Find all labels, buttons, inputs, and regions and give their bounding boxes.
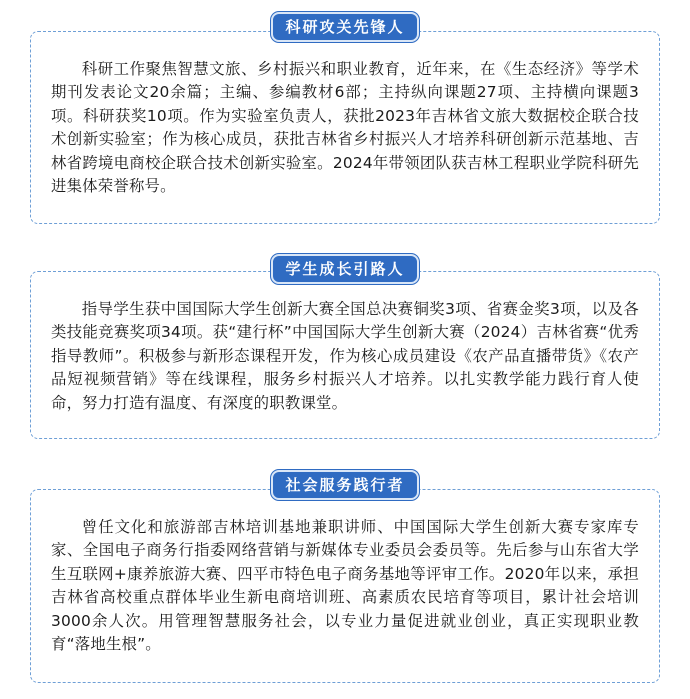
section-research: [30, 12, 660, 224]
section-social-service: [30, 470, 660, 683]
section-social-service-panel: [30, 489, 660, 683]
section-social-service-title: 社会服务践行者: [271, 470, 419, 500]
section-student-guidance-panel: [30, 271, 660, 439]
section-student-guidance: [30, 254, 660, 439]
section-student-guidance-title: 学生成长引路人: [271, 254, 419, 284]
section-social-service-body: 曾任文化和旅游部吉林培训基地兼职讲师、中国国际大学生创新大赛专家库专家、全国电子商务行指委网络营销与新媒体专业委员会委员等。先后参与山东省大学生互联网+康养旅游大赛、四平市特色电子商务基地等评审工作。2020年以来，承担吉林省高校重点群体毕业生新电商培训班、高素质农民培育等项目，累计社会培训3000余人次。用管理智慧服务社会，以专业力量促进就业创业，真正实现职业教育“落地生根”。: [51, 518, 639, 654]
section-research-title: 科研攻关先锋人: [271, 12, 419, 42]
section-student-guidance-body: 指导学生获中国国际大学生创新大赛全国总决赛铜奖3项、省赛金奖3项，以及各类技能竞赛奖项34项。获“建行杯”中国国际大学生创新大赛（2024）吉林省赛“优秀指导教师”。积极参与新形态课程开发，作为核心成员建设《农产品直播带货》《农产品短视频营销》等在线课程，服务乡村振兴人才培养。以扎实教学能力践行育人使命，努力打造有温度、有深度的职教课堂。: [51, 300, 639, 412]
section-research-body: 科研工作聚焦智慧文旅、乡村振兴和职业教育，近年来，在《生态经济》等学术期刊发表论文20余篇；主编、参编教材6部；主持纵向课题27项、主持横向课题3项。科研获奖10项。作为实验室负责人，获批2023年吉林省文旅大数据校企联合技术创新实验室；作为核心成员，获批吉林省乡村振兴人才培养科研创新示范基地、吉林省跨境电商校企联合技术创新实验室。2024年带领团队获吉林工程职业学院科研先进集体荣誉称号。: [51, 60, 639, 196]
section-research-panel: [30, 31, 660, 224]
